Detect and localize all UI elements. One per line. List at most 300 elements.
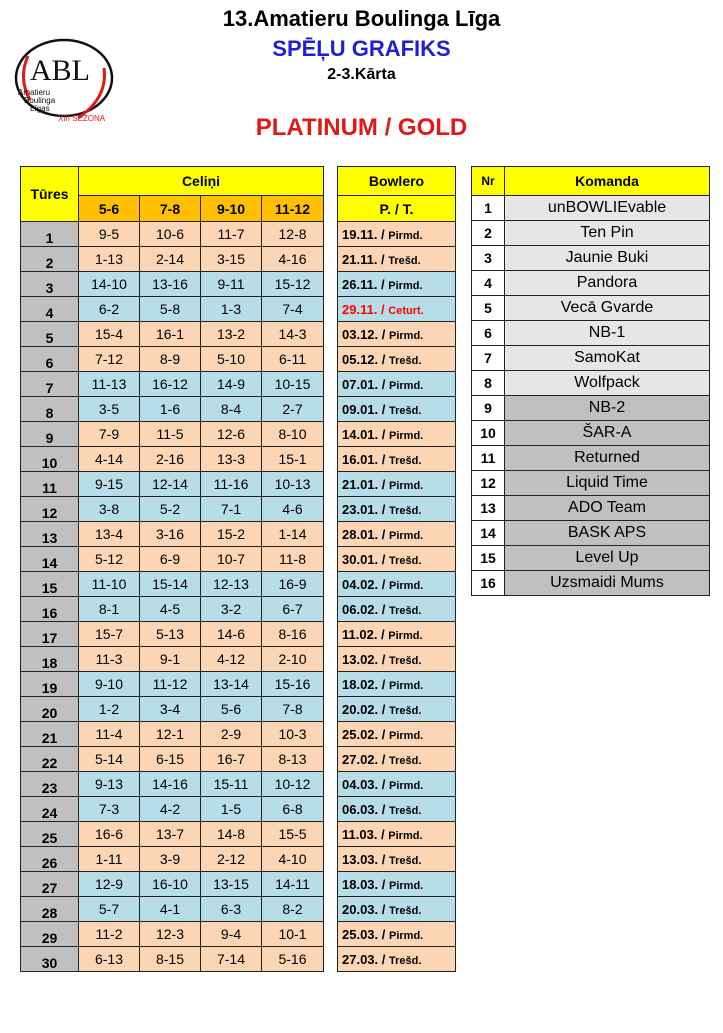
match-date xyxy=(338,622,456,647)
weekday: Pirmd. xyxy=(389,929,424,942)
team-number: 3 xyxy=(472,246,505,271)
lane-pair: 8-16 xyxy=(262,622,324,647)
lane-pair: 1-3 xyxy=(201,297,262,322)
league-logo xyxy=(8,38,116,128)
lane-pair: 13-2 xyxy=(201,322,262,347)
date-value: 26.11. / xyxy=(342,276,385,292)
team-name: Level Up xyxy=(505,546,710,571)
lane-pair: 1-5 xyxy=(201,797,262,822)
round-number: 21 xyxy=(21,722,79,747)
lane-pair: 6-13 xyxy=(79,947,140,972)
date-value: 04.02. / xyxy=(342,576,386,592)
date-value: 20.02. / xyxy=(342,701,386,717)
date-value: 11.02. / xyxy=(342,626,385,642)
team-row xyxy=(472,396,710,421)
team-number: 10 xyxy=(472,421,505,446)
match-date xyxy=(338,897,456,922)
team-row xyxy=(472,446,710,471)
lane-pair: 5-6 xyxy=(201,697,262,722)
date-value: 06.02. / xyxy=(342,601,386,617)
weekday: Pirmd. xyxy=(389,329,424,342)
lane-pair: 2-16 xyxy=(140,447,201,472)
lane-pair: 13-4 xyxy=(79,522,140,547)
team-row xyxy=(472,421,710,446)
lane-pair: 15-16 xyxy=(262,672,324,697)
column-gap xyxy=(324,897,338,922)
lane-pair: 16-7 xyxy=(201,747,262,772)
lane-pair: 12-9 xyxy=(79,872,140,897)
team-row xyxy=(472,246,710,271)
column-gap xyxy=(324,167,338,196)
schedule-row xyxy=(21,247,456,272)
round-number: 23 xyxy=(21,772,79,797)
round-number: 10 xyxy=(21,447,79,472)
lane-pair: 3-16 xyxy=(140,522,201,547)
team-number: 9 xyxy=(472,396,505,421)
schedule-row xyxy=(21,547,456,572)
schedule-row xyxy=(21,347,456,372)
match-date xyxy=(338,872,456,897)
round-number: 1 xyxy=(21,222,79,247)
lane-pair: 2-14 xyxy=(140,247,201,272)
lane-pair: 12-8 xyxy=(262,222,324,247)
team-name: ADO Team xyxy=(505,496,710,521)
schedule-row xyxy=(21,847,456,872)
team-row xyxy=(472,346,710,371)
lane-pair: 7-12 xyxy=(79,347,140,372)
date-value: 13.02. / xyxy=(342,651,386,667)
date-value: 14.01. / xyxy=(342,426,386,442)
team-number: 11 xyxy=(472,446,505,471)
lane-pair: 15-7 xyxy=(79,622,140,647)
team-name: SamoKat xyxy=(505,346,710,371)
team-name: Vecā Gvarde xyxy=(505,296,710,321)
schedule-row xyxy=(21,372,456,397)
schedule-row xyxy=(21,297,456,322)
date-value: 23.01. / xyxy=(342,501,386,517)
lane-pair: 8-4 xyxy=(201,397,262,422)
header-venue-sub: P. / T. xyxy=(338,196,456,222)
stage-label: 2-3.Kārta xyxy=(327,66,396,83)
date-value: 05.12. / xyxy=(342,351,386,367)
lane-pair: 15-12 xyxy=(262,272,324,297)
lane-pair: 10-6 xyxy=(140,222,201,247)
column-gap xyxy=(324,797,338,822)
round-number: 6 xyxy=(21,347,79,372)
lane-pair: 12-13 xyxy=(201,572,262,597)
match-date xyxy=(338,722,456,747)
lane-pair: 4-1 xyxy=(140,897,201,922)
lane-pair: 3-15 xyxy=(201,247,262,272)
header-nr: Nr xyxy=(472,167,505,196)
schedule-row xyxy=(21,272,456,297)
date-value: 25.03. / xyxy=(342,926,386,942)
schedule-row xyxy=(21,922,456,947)
lane-pair: 11-3 xyxy=(79,647,140,672)
round-number: 9 xyxy=(21,422,79,447)
lane-pair: 5-7 xyxy=(79,897,140,922)
match-date xyxy=(338,922,456,947)
lane-pair: 14-8 xyxy=(201,822,262,847)
lane-pair: 6-3 xyxy=(201,897,262,922)
schedule-row xyxy=(21,597,456,622)
weekday: Pirmd. xyxy=(389,429,424,442)
match-date xyxy=(338,422,456,447)
team-name: unBOWLIEvable xyxy=(505,196,710,221)
match-date xyxy=(338,372,456,397)
column-gap xyxy=(324,447,338,472)
lane-pair: 9-10 xyxy=(79,672,140,697)
match-date xyxy=(338,247,456,272)
match-date xyxy=(338,447,456,472)
lane-pair: 1-11 xyxy=(79,847,140,872)
column-gap xyxy=(324,822,338,847)
round-number: 7 xyxy=(21,372,79,397)
column-gap xyxy=(324,847,338,872)
column-gap xyxy=(324,422,338,447)
schedule-row xyxy=(21,947,456,972)
weekday: Trešd. xyxy=(389,954,422,967)
column-gap xyxy=(324,672,338,697)
column-gap xyxy=(324,722,338,747)
column-gap xyxy=(324,372,338,397)
team-row xyxy=(472,271,710,296)
column-gap xyxy=(324,472,338,497)
team-number: 7 xyxy=(472,346,505,371)
column-gap xyxy=(324,922,338,947)
round-number: 18 xyxy=(21,647,79,672)
team-name: Wolfpack xyxy=(505,371,710,396)
lane-pair: 10-3 xyxy=(262,722,324,747)
date-value: 19.11. / xyxy=(342,226,385,242)
team-number: 4 xyxy=(472,271,505,296)
lane-pair: 1-13 xyxy=(79,247,140,272)
lane-pair: 9-4 xyxy=(201,922,262,947)
team-row xyxy=(472,496,710,521)
weekday: Pirmd. xyxy=(389,879,424,892)
match-date xyxy=(338,322,456,347)
round-number: 2 xyxy=(21,247,79,272)
column-gap xyxy=(324,522,338,547)
match-date xyxy=(338,522,456,547)
lane-pair: 1-6 xyxy=(140,397,201,422)
lane-pair: 11-4 xyxy=(79,722,140,747)
lane-pair: 4-6 xyxy=(262,497,324,522)
weekday: Pirmd. xyxy=(389,529,424,542)
weekday: Pirmd. xyxy=(389,379,424,392)
lane-pair: 6-15 xyxy=(140,747,201,772)
lane-pair: 16-9 xyxy=(262,572,324,597)
lane-pair: 6-11 xyxy=(262,347,324,372)
weekday: Trešd. xyxy=(389,904,422,917)
round-number: 30 xyxy=(21,947,79,972)
header-lane-7-8: 7-8 xyxy=(140,196,201,222)
lane-pair: 3-4 xyxy=(140,697,201,722)
lane-pair: 7-3 xyxy=(79,797,140,822)
lane-pair: 5-10 xyxy=(201,347,262,372)
lane-pair: 6-2 xyxy=(79,297,140,322)
lane-pair: 12-6 xyxy=(201,422,262,447)
match-date xyxy=(338,672,456,697)
match-date xyxy=(338,547,456,572)
lane-pair: 4-2 xyxy=(140,797,201,822)
match-date xyxy=(338,572,456,597)
round-number: 14 xyxy=(21,547,79,572)
lane-pair: 5-13 xyxy=(140,622,201,647)
header-team: Komanda xyxy=(505,167,710,196)
date-value: 27.02. / xyxy=(342,751,386,767)
lane-pair: 14-6 xyxy=(201,622,262,647)
lane-pair: 16-1 xyxy=(140,322,201,347)
schedule-row xyxy=(21,672,456,697)
team-row xyxy=(472,546,710,571)
lane-pair: 6-9 xyxy=(140,547,201,572)
team-row xyxy=(472,196,710,221)
schedule-row xyxy=(21,897,456,922)
match-date xyxy=(338,472,456,497)
lane-pair: 11-5 xyxy=(140,422,201,447)
lane-pair: 3-2 xyxy=(201,597,262,622)
lane-pair: 12-14 xyxy=(140,472,201,497)
lane-pair: 9-11 xyxy=(201,272,262,297)
date-value: 09.01. / xyxy=(342,401,386,417)
match-date xyxy=(338,497,456,522)
lane-pair: 8-10 xyxy=(262,422,324,447)
lane-pair: 6-7 xyxy=(262,597,324,622)
round-number: 3 xyxy=(21,272,79,297)
logo-monogram: ABL xyxy=(30,54,90,87)
round-number: 26 xyxy=(21,847,79,872)
lane-pair: 16-10 xyxy=(140,872,201,897)
lane-pair: 8-2 xyxy=(262,897,324,922)
column-gap xyxy=(324,547,338,572)
date-value: 27.03. / xyxy=(342,951,386,967)
weekday: Pirmd. xyxy=(389,729,424,742)
lane-pair: 16-12 xyxy=(140,372,201,397)
match-date xyxy=(338,297,456,322)
lane-pair: 10-7 xyxy=(201,547,262,572)
match-date xyxy=(338,647,456,672)
column-gap xyxy=(324,622,338,647)
weekday: Trešd. xyxy=(389,554,422,567)
schedule-row xyxy=(21,772,456,797)
schedule-row xyxy=(21,797,456,822)
schedule-row xyxy=(21,222,456,247)
column-gap xyxy=(324,747,338,772)
lane-pair: 3-5 xyxy=(79,397,140,422)
lane-pair: 1-2 xyxy=(79,697,140,722)
lane-pair: 9-1 xyxy=(140,647,201,672)
round-number: 15 xyxy=(21,572,79,597)
schedule-row xyxy=(21,397,456,422)
weekday: Trešd. xyxy=(389,804,422,817)
schedule-row xyxy=(21,422,456,447)
logo-season: XIII SEZONA xyxy=(58,114,106,123)
weekday: Trešd. xyxy=(388,254,421,267)
schedule-row xyxy=(21,322,456,347)
page-subtitle: SPĒĻU GRAFIKS xyxy=(272,36,451,61)
lane-pair: 15-14 xyxy=(140,572,201,597)
team-name: BASK APS xyxy=(505,521,710,546)
lane-pair: 5-8 xyxy=(140,297,201,322)
schedule-row xyxy=(21,697,456,722)
date-value: 04.03. / xyxy=(342,776,386,792)
team-name: Returned xyxy=(505,446,710,471)
date-value: 18.03. / xyxy=(342,876,386,892)
date-value: 30.01. / xyxy=(342,551,386,567)
match-date xyxy=(338,822,456,847)
lane-pair: 15-5 xyxy=(262,822,324,847)
team-name: Ten Pin xyxy=(505,221,710,246)
header-lanes: Celiņi xyxy=(79,167,324,196)
round-number: 13 xyxy=(21,522,79,547)
team-name: Liquid Time xyxy=(505,471,710,496)
team-number: 2 xyxy=(472,221,505,246)
match-date xyxy=(338,797,456,822)
date-value: 20.03. / xyxy=(342,901,386,917)
lane-pair: 5-16 xyxy=(262,947,324,972)
lane-pair: 16-6 xyxy=(79,822,140,847)
lane-pair: 7-14 xyxy=(201,947,262,972)
column-gap xyxy=(324,196,338,222)
date-value: 21.01. / xyxy=(342,476,386,492)
round-number: 22 xyxy=(21,747,79,772)
header-rounds: Tūres xyxy=(21,167,79,222)
column-gap xyxy=(324,297,338,322)
lane-pair: 3-9 xyxy=(140,847,201,872)
column-gap xyxy=(324,572,338,597)
lane-pair: 4-14 xyxy=(79,447,140,472)
lane-pair: 13-15 xyxy=(201,872,262,897)
team-name: NB-2 xyxy=(505,396,710,421)
weekday: Pirmd. xyxy=(388,279,423,292)
team-name: Jaunie Buki xyxy=(505,246,710,271)
schedule-row xyxy=(21,472,456,497)
schedule-row xyxy=(21,647,456,672)
lane-pair: 15-1 xyxy=(262,447,324,472)
column-gap xyxy=(324,947,338,972)
date-value: 28.01. / xyxy=(342,526,386,542)
lane-pair: 11-10 xyxy=(79,572,140,597)
column-gap xyxy=(324,697,338,722)
round-number: 4 xyxy=(21,297,79,322)
weekday: Trešd. xyxy=(389,504,422,517)
team-name: NB-1 xyxy=(505,321,710,346)
weekday: Trešd. xyxy=(389,604,422,617)
column-gap xyxy=(324,397,338,422)
weekday: Ceturt. xyxy=(388,304,424,317)
match-date xyxy=(338,272,456,297)
lane-pair: 8-1 xyxy=(79,597,140,622)
lane-pair: 10-12 xyxy=(262,772,324,797)
logo-line-1: Amatieru xyxy=(18,88,51,97)
lane-pair: 1-14 xyxy=(262,522,324,547)
team-row xyxy=(472,371,710,396)
lane-pair: 7-9 xyxy=(79,422,140,447)
round-number: 24 xyxy=(21,797,79,822)
weekday: Pirmd. xyxy=(389,679,424,692)
lane-pair: 8-9 xyxy=(140,347,201,372)
team-number: 13 xyxy=(472,496,505,521)
lane-pair: 13-16 xyxy=(140,272,201,297)
weekday: Trešd. xyxy=(389,704,422,717)
date-value: 07.01. / xyxy=(342,376,386,392)
weekday: Pirmd. xyxy=(388,629,423,642)
team-number: 16 xyxy=(472,571,505,596)
header-lane-9-10: 9-10 xyxy=(201,196,262,222)
lane-pair: 8-15 xyxy=(140,947,201,972)
team-name: Pandora xyxy=(505,271,710,296)
lane-pair: 2-12 xyxy=(201,847,262,872)
lane-pair: 10-1 xyxy=(262,922,324,947)
team-number: 6 xyxy=(472,321,505,346)
lane-pair: 15-4 xyxy=(79,322,140,347)
round-number: 16 xyxy=(21,597,79,622)
date-value: 29.11. / xyxy=(342,301,385,317)
team-number: 8 xyxy=(472,371,505,396)
lane-pair: 9-13 xyxy=(79,772,140,797)
match-date xyxy=(338,347,456,372)
logo-line-3: Līgas xyxy=(30,104,50,113)
team-row xyxy=(472,521,710,546)
weekday: Trešd. xyxy=(389,654,422,667)
lane-pair: 14-10 xyxy=(79,272,140,297)
schedule-row xyxy=(21,447,456,472)
team-number: 5 xyxy=(472,296,505,321)
column-gap xyxy=(324,247,338,272)
team-name: Uzsmaidi Mums xyxy=(505,571,710,596)
match-date xyxy=(338,397,456,422)
team-row xyxy=(472,296,710,321)
lane-pair: 11-13 xyxy=(79,372,140,397)
logo-line-2: Boulinga xyxy=(24,96,56,105)
lane-pair: 14-9 xyxy=(201,372,262,397)
match-date xyxy=(338,772,456,797)
match-date xyxy=(338,847,456,872)
schedule-row xyxy=(21,747,456,772)
match-date xyxy=(338,747,456,772)
lane-pair: 2-9 xyxy=(201,722,262,747)
team-number: 14 xyxy=(472,521,505,546)
lane-pair: 10-13 xyxy=(262,472,324,497)
lane-pair: 14-16 xyxy=(140,772,201,797)
column-gap xyxy=(324,222,338,247)
lane-pair: 12-1 xyxy=(140,722,201,747)
weekday: Trešd. xyxy=(389,754,422,767)
round-number: 27 xyxy=(21,872,79,897)
team-number: 1 xyxy=(472,196,505,221)
team-row xyxy=(472,571,710,596)
round-number: 11 xyxy=(21,472,79,497)
lane-pair: 11-2 xyxy=(79,922,140,947)
round-number: 20 xyxy=(21,697,79,722)
column-gap xyxy=(324,347,338,372)
schedule-row xyxy=(21,622,456,647)
round-number: 19 xyxy=(21,672,79,697)
lane-pair: 11-8 xyxy=(262,547,324,572)
date-value: 06.03. / xyxy=(342,801,386,817)
team-row xyxy=(472,321,710,346)
lane-pair: 11-12 xyxy=(140,672,201,697)
team-number: 12 xyxy=(472,471,505,496)
lane-pair: 11-7 xyxy=(201,222,262,247)
lane-pair: 7-1 xyxy=(201,497,262,522)
schedule-row xyxy=(21,722,456,747)
schedule-row xyxy=(21,872,456,897)
round-number: 17 xyxy=(21,622,79,647)
date-value: 18.02. / xyxy=(342,676,386,692)
date-value: 25.02. / xyxy=(342,726,386,742)
